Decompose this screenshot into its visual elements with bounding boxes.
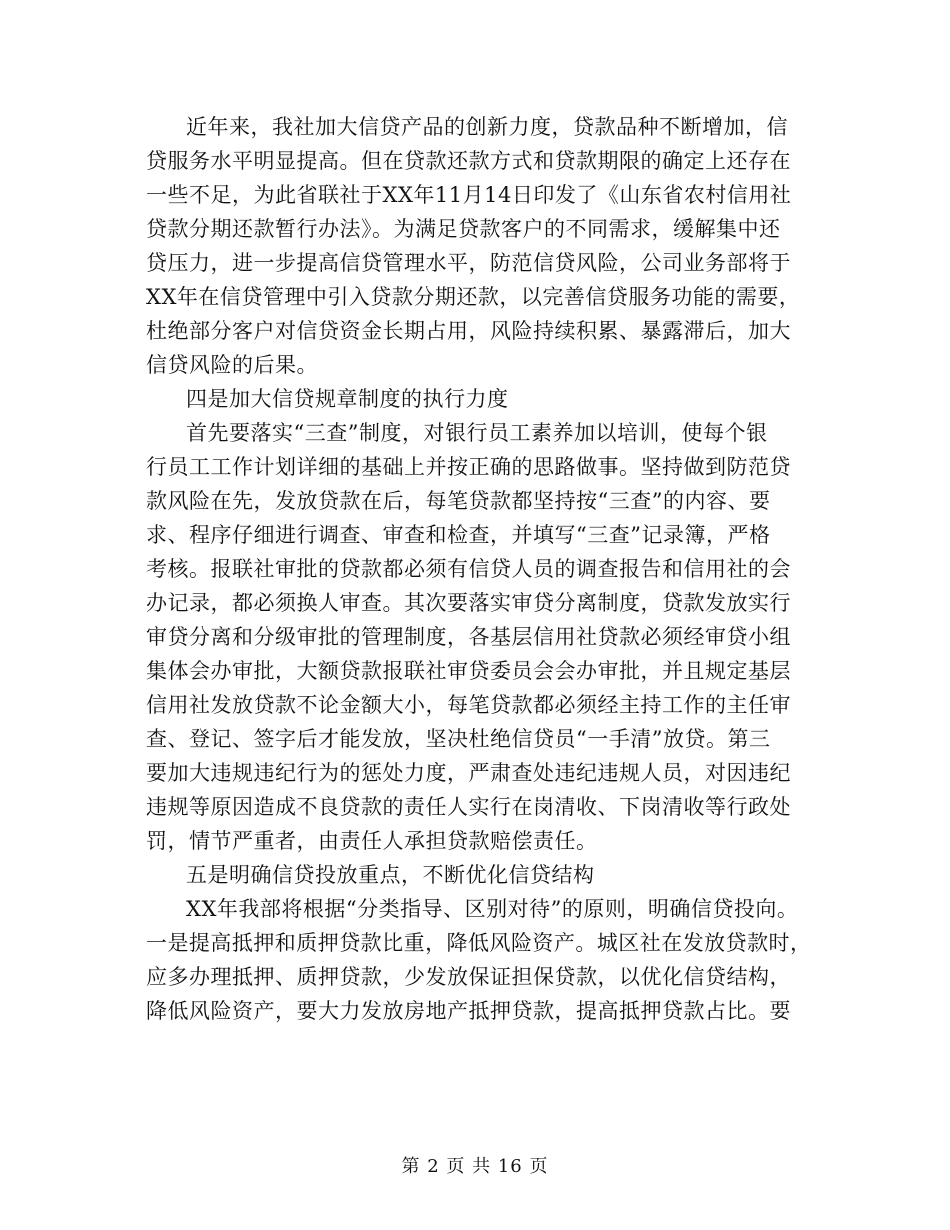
text-line: 罚，情节严重者，由责任人承担贷款赔偿责任。 (146, 829, 598, 853)
text-line: 贷压力，进一步提高信贷管理水平，防范信贷风险，公司业务部将于 (146, 251, 791, 275)
section-heading: 五是明确信贷投放重点，不断优化信贷结构 (186, 863, 595, 887)
text-line: 杜绝部分客户对信贷资金长期占用，风险持续积累、暴露滞后，加大 (146, 319, 791, 343)
text-line: 审贷分离和分级审批的管理制度，各基层信用社贷款必须经审贷小组 (146, 625, 791, 649)
text-line: 近年来，我社加大信贷产品的创新力度，贷款品种不断增加，信 (186, 115, 788, 139)
text-line: 一些不足，为此省联社于XX年11月14日印发了《山东省农村信用社 (146, 183, 792, 207)
text-line: 一是提高抵押和质押贷款比重，降低风险资产。城区社在发放贷款时， (146, 931, 812, 955)
text-line: XX年在信贷管理中引入贷款分期还款，以完善信贷服务功能的需要， (146, 285, 801, 309)
text-line: 应多办理抵押、质押贷款，少发放保证担保贷款，以优化信贷结构， (146, 965, 791, 989)
text-line: 办记录，都必须换人审查。其次要落实审贷分离制度，贷款发放实行 (146, 591, 791, 615)
text-line: 考核。报联社审批的贷款都必须有信贷人员的调查报告和信用社的会 (146, 557, 791, 581)
text-line: XX年我部将根据“分类指导、区别对待”的原则，明确信贷投向。 (186, 897, 799, 921)
text-line: 贷款分期还款暂行办法》。为满足贷款客户的不同需求，缓解集中还 (146, 217, 781, 241)
text-line: 行员工工作计划详细的基础上并按正确的思路做事。坚持做到防范贷 (146, 455, 791, 479)
text-line: 违规等原因造成不良贷款的责任人实行在岗清收、下岗清收等行政处 (146, 795, 791, 819)
text-line: 要加大违规违纪行为的惩处力度，严肃查处违纪违规人员，对因违纪 (146, 761, 791, 785)
text-line: 集体会办审批，大额贷款报联社审贷委员会会办审批，并且规定基层 (146, 659, 791, 683)
text-line: 贷服务水平明显提高。但在贷款还款方式和贷款期限的确定上还存在 (146, 149, 791, 173)
text-line: 查、登记、签字后才能发放，坚决杜绝信贷员“一手清”放贷。第三 (146, 727, 771, 751)
text-line: 降低风险资产，要大力发放房地产抵押贷款，提高抵押贷款占比。要 (146, 999, 791, 1023)
text-line: 信用社发放贷款不论金额大小，每笔贷款都必须经主持工作的主任审 (146, 693, 791, 717)
text-line: 首先要落实“三查”制度，对银行员工素养加以培训，使每个银 (186, 421, 768, 445)
page-footer: 第 2 页 共 16 页 (401, 1156, 549, 1177)
section-heading: 四是加大信贷规章制度的执行力度 (186, 387, 509, 411)
text-line: 信贷风险的后果。 (146, 353, 318, 377)
text-line: 款风险在先，发放贷款在后，每笔贷款都坚持按“三查”的内容、要 (146, 489, 771, 513)
text-line: 求、程序仔细进行调查、审查和检查，并填写“三查”记录簿，严格 (146, 523, 771, 547)
